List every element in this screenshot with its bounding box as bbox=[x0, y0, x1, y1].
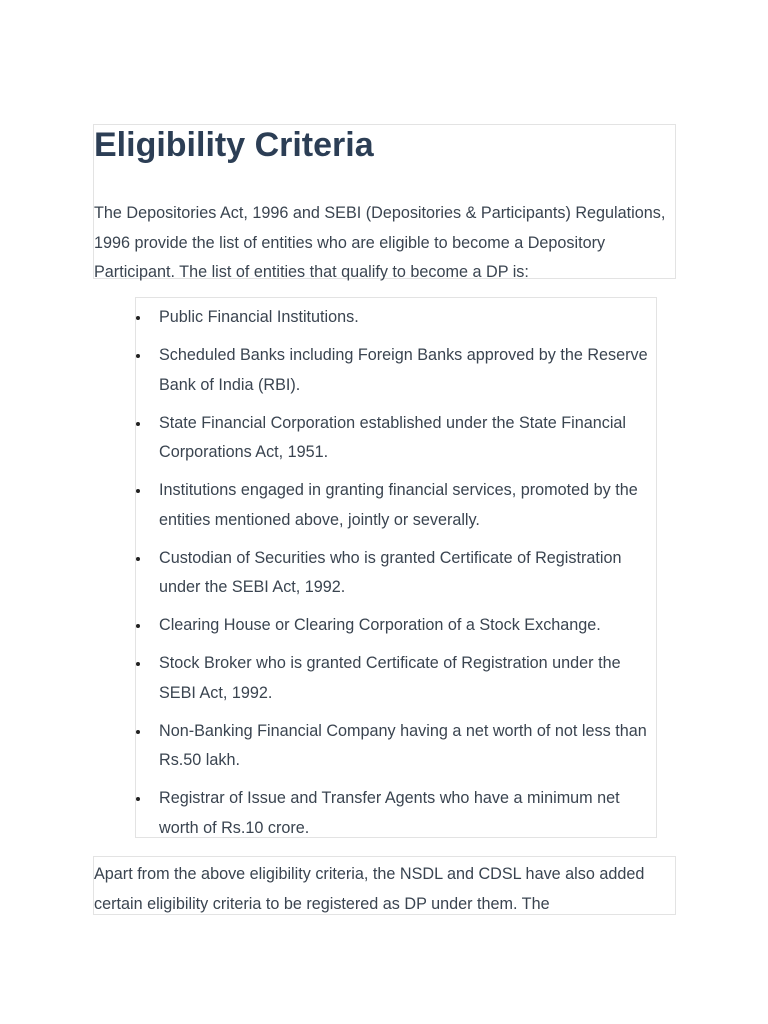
criteria-list bbox=[136, 303, 658, 852]
list-item bbox=[136, 341, 658, 400]
list-item-text: Scheduled Banks including Foreign Banks approved by the Reserve Bank of India (RBI). bbox=[159, 346, 648, 394]
list-item bbox=[136, 476, 658, 535]
list-item-text: Public Financial Institutions. bbox=[159, 308, 359, 326]
bullet-icon bbox=[136, 354, 140, 358]
list-item-text: Non-Banking Financial Company having a net worth of not less than Rs.50 lakh. bbox=[159, 721, 647, 769]
bullet-icon bbox=[136, 489, 140, 493]
bullet-icon bbox=[136, 557, 140, 561]
list-item-text: Registrar of Issue and Transfer Agents who have a minimum net worth of Rs.10 crore. bbox=[159, 789, 620, 837]
list-item bbox=[136, 303, 658, 333]
list-item-text: Custodian of Securities who is granted Certificate of Registration under the SEBI Act, 1992. bbox=[159, 548, 622, 596]
bullet-icon bbox=[136, 797, 140, 801]
page-title: Eligibility Criteria bbox=[94, 126, 374, 164]
criteria-list-section bbox=[135, 297, 657, 838]
bullet-icon bbox=[136, 624, 140, 628]
list-item-text: Stock Broker who is granted Certificate of Registration under the SEBI Act, 1992. bbox=[159, 654, 621, 702]
intro-paragraph: The Depositories Act, 1996 and SEBI (Depositories & Participants) Regulations, 1996 provide the list of entities who are eligible to become a Depository Participant. The list of entities that qualify to become a DP is: bbox=[94, 204, 666, 281]
bullet-icon bbox=[136, 662, 140, 666]
list-item-text: Institutions engaged in granting financial services, promoted by the entities mentioned above, jointly or severally. bbox=[159, 481, 638, 529]
outro-section bbox=[93, 856, 676, 915]
list-item bbox=[136, 544, 658, 603]
list-item-text: Clearing House or Clearing Corporation of a Stock Exchange. bbox=[159, 616, 601, 634]
list-item bbox=[136, 649, 658, 708]
list-item bbox=[136, 784, 658, 843]
list-item-text: State Financial Corporation established under the State Financial Corporations Act, 1951. bbox=[159, 413, 627, 461]
outro-paragraph: Apart from the above eligibility criteria, the NSDL and CDSL have also added certain eligibility criteria to be registered as DP under them. The bbox=[94, 865, 645, 913]
intro-section bbox=[93, 124, 676, 279]
bullet-icon bbox=[136, 422, 140, 426]
list-item bbox=[136, 611, 658, 641]
list-item bbox=[136, 409, 658, 468]
bullet-icon bbox=[136, 316, 140, 320]
bullet-icon bbox=[136, 730, 140, 734]
list-item bbox=[136, 717, 658, 776]
